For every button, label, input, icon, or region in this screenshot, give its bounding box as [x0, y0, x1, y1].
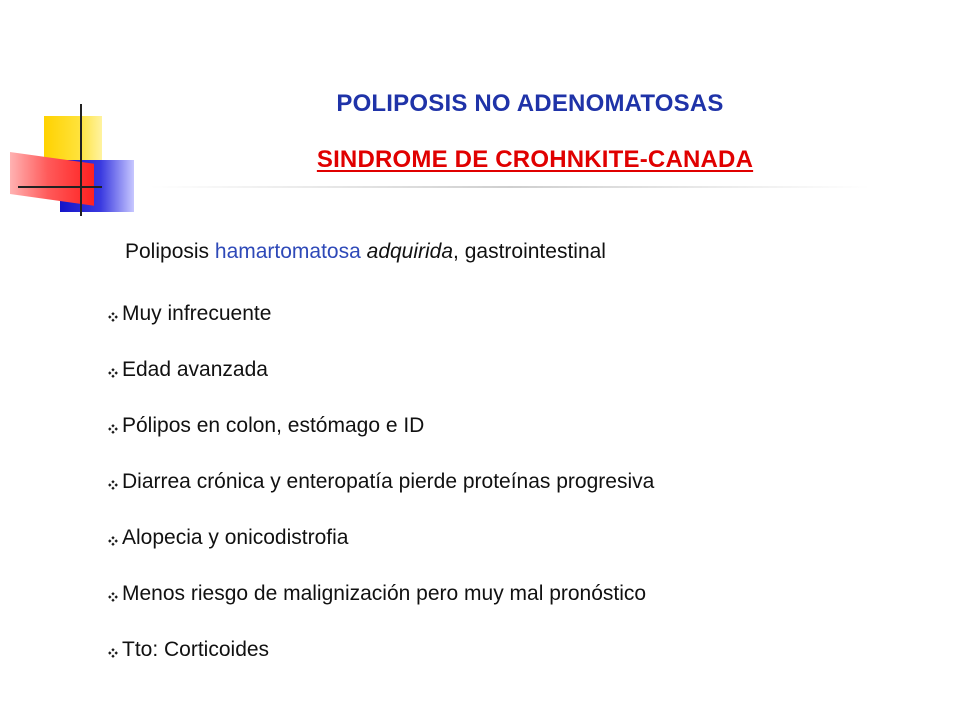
- bullet-list: [108, 286, 654, 678]
- diamond-cluster-icon: [108, 424, 118, 434]
- bullet-text: Edad avanzada: [122, 358, 268, 381]
- intro-highlight: hamartomatosa: [214, 240, 361, 263]
- list-item: [108, 454, 654, 510]
- diamond-cluster-icon: [108, 368, 118, 378]
- diamond-cluster-icon: [108, 312, 118, 322]
- slide-subtitle: SINDROME DE CROHNKITE-CANADA: [316, 146, 754, 173]
- bullet-text: Alopecia y onicodistrofia: [122, 526, 349, 549]
- diamond-cluster-icon: [108, 648, 118, 658]
- diamond-cluster-icon: [108, 536, 118, 546]
- slide-title: POLIPOSIS NO ADENOMATOSAS: [336, 90, 724, 117]
- title-divider: [150, 186, 870, 188]
- intro-italic: adquirida: [366, 240, 454, 263]
- list-item: [108, 566, 654, 622]
- diamond-cluster-icon: [108, 480, 118, 490]
- list-item: [108, 342, 654, 398]
- intro-text-1: Poliposis: [125, 240, 215, 263]
- bullet-text: Muy infrecuente: [122, 302, 272, 325]
- list-item: [108, 510, 654, 566]
- bullet-text: Pólipos en colon, estómago e ID: [122, 414, 425, 437]
- bullet-text: Diarrea crónica y enteropatía pierde proteínas progresiva: [122, 470, 655, 493]
- intro-line: [125, 240, 606, 264]
- bullet-text: Tto: Corticoides: [122, 638, 270, 661]
- list-item: [108, 622, 654, 678]
- horizontal-line: [18, 186, 102, 188]
- list-item: [108, 286, 654, 342]
- bullet-text: Menos riesgo de malignización pero muy mal pronóstico: [122, 582, 647, 605]
- list-item: [108, 398, 654, 454]
- diamond-cluster-icon: [108, 592, 118, 602]
- intro-text-3: , gastrointestinal: [453, 240, 606, 263]
